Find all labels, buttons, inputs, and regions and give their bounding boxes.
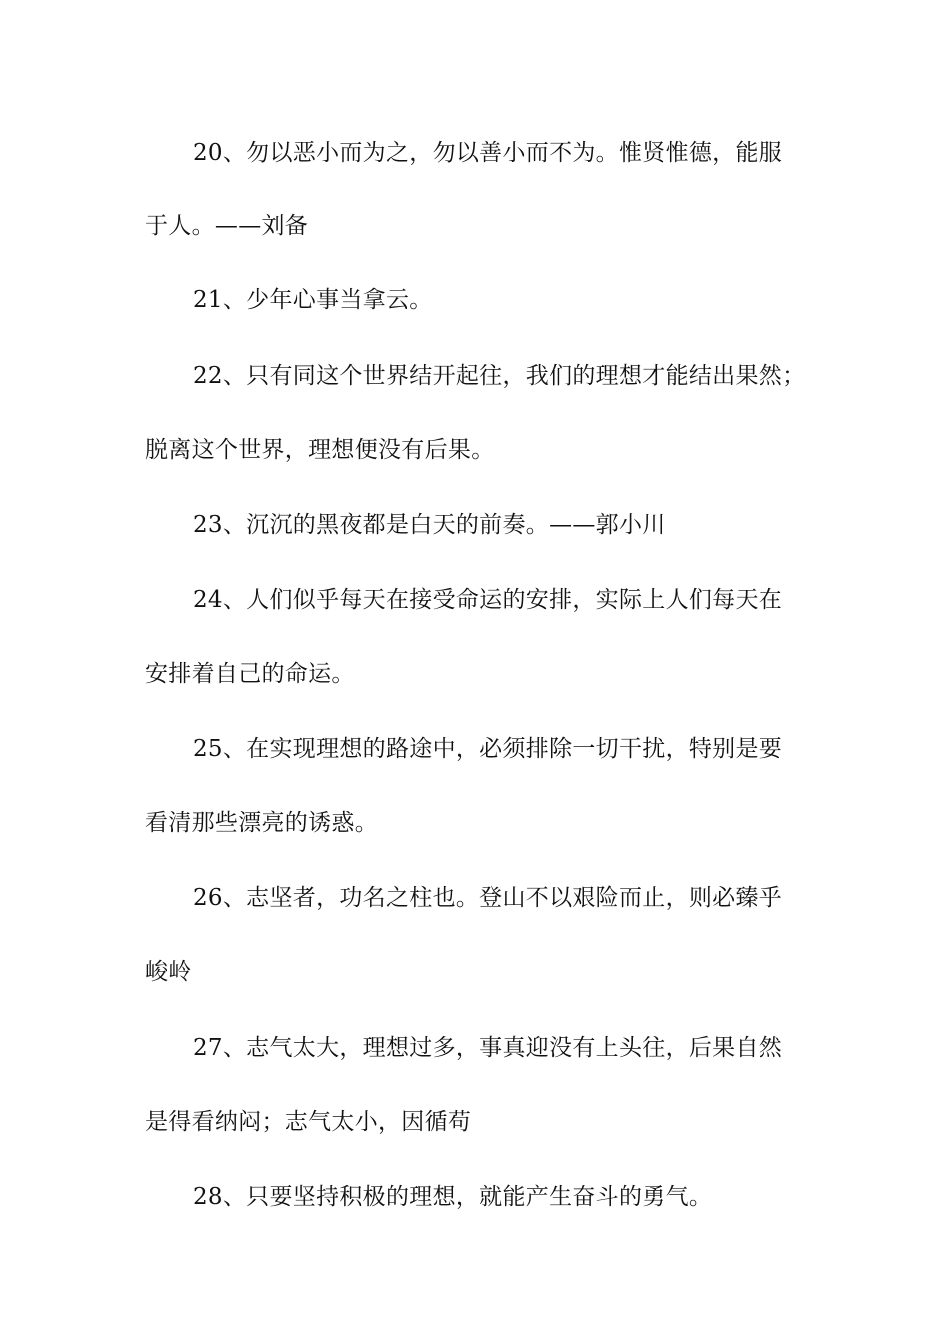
quote-25-line-2: 看清那些漂亮的诱惑。 <box>145 810 378 836</box>
quote-27-line-2: 是得看纳闷；志气太小，因循苟 <box>145 1109 472 1135</box>
quote-25-line-1: 25、在实现理想的路途中，必须排除一切干扰，特别是要 <box>193 736 783 762</box>
quote-21-line-1: 21、少年心事当拿云。 <box>193 287 433 313</box>
quote-26-line-2: 峻岭 <box>145 959 192 985</box>
quote-23-line-1: 23、沉沉的黑夜都是白天的前奏。——郭小川 <box>193 512 666 538</box>
quote-20-line-2: 于人。——刘备 <box>145 213 309 239</box>
quote-22-line-2: 脱离这个世界，理想便没有后果。 <box>145 437 495 463</box>
quote-24-line-2: 安排着自己的命运。 <box>145 661 355 687</box>
quote-28-line-1: 28、只要坚持积极的理想，就能产生奋斗的勇气。 <box>193 1184 713 1210</box>
quote-20-line-1: 20、勿以恶小而为之，勿以善小而不为。惟贤惟德，能服 <box>193 140 783 166</box>
quote-27-line-1: 27、志气太大，理想过多，事真迎没有上头往，后果自然 <box>193 1035 783 1061</box>
quote-22-line-1: 22、只有同这个世界结开起往，我们的理想才能结出果然； <box>193 363 806 389</box>
quote-26-line-1: 26、志坚者，功名之柱也。登山不以艰险而止，则必臻乎 <box>193 885 783 911</box>
quote-24-line-1: 24、人们似乎每天在接受命运的安排，实际上人们每天在 <box>193 587 783 613</box>
